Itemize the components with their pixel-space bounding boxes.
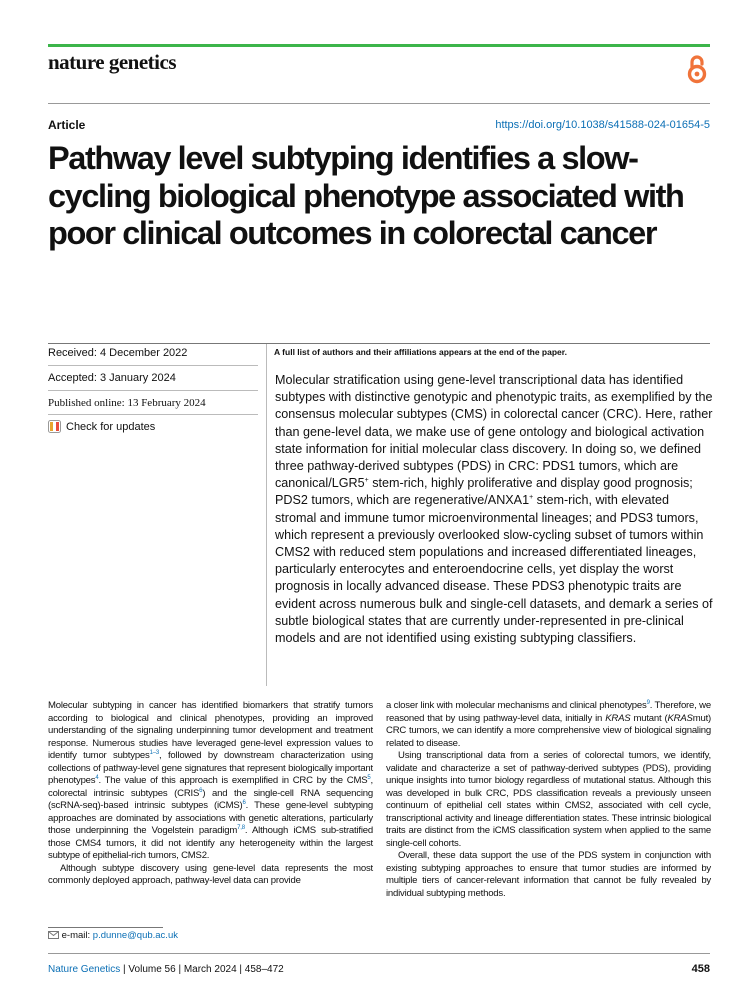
meta-column-divider (266, 344, 267, 686)
abstract-text-3: stem-rich, with elevated stromal and immune tumor microenvironmental lineages; and PDS3 tumors, which represent a previously overlooked slow-cycling subset of tumors within CMS2 with reduced stem populations and increased differentiated lineages, particularly enterocytes and enteroendocrine cells, yet display the worst prognosis in locally advanced disease. These PDS3 phenotypic traits are evident across numerous bulk and single-cell datasets, and demark a series of subtle biological states that are currently under-represented in pre-clinical models and are not identified using existing subtyping classifiers. (275, 493, 713, 646)
footer-citation (48, 964, 284, 975)
citation-ref[interactable]: 1–3 (149, 749, 160, 756)
citation-ref[interactable]: 9 (646, 699, 650, 706)
body-text: , colorectal intrinsic subtypes (CRIS (48, 775, 373, 799)
paper-title: Pathway level subtyping identifies a slow-cycling biological phenotype associated with poor clinical outcomes in colorectal cancer (48, 140, 684, 251)
citation-ref[interactable]: 4 (95, 774, 99, 781)
body-text: ) and the single-cell RNA sequencing (scRNA-seq)-based intrinsic subtypes (iCMS) (48, 787, 373, 811)
received-date: Received: 4 December 2022 (48, 347, 188, 359)
body-text: , followed by downstream characterization using collections of pathway-level gene signatures that represent biologically important phenotypes (48, 750, 373, 786)
footer-details: | Volume 56 | March 2024 | 458–472 (120, 964, 284, 975)
abstract-text-2: stem-rich, highly proliferative and display good prognosis; PDS2 tumors, which are regenerative/ANXA1 (275, 476, 693, 508)
abstract (275, 372, 713, 647)
header-rule (48, 103, 710, 104)
citation-ref[interactable]: 6 (199, 787, 203, 794)
page-number: 458 (691, 963, 710, 975)
body-text: a closer link with molecular mechanisms and clinical phenotypes (386, 700, 647, 711)
body-text: mut) CRC tumors, we can identify a more comprehensive view of biological signaling related to disease. (386, 712, 711, 749)
body-paragraph: Although subtype discovery using gene-level data represents the most commonly deployed approach, pathway-level data can provide (48, 862, 373, 886)
check-updates-label: Check for updates (66, 420, 156, 433)
email-link[interactable]: p.dunne@qub.ac.uk (92, 930, 178, 941)
accepted-date: Accepted: 3 January 2024 (48, 372, 176, 384)
citation-ref[interactable]: 7,8 (237, 824, 245, 831)
superscript: + (364, 477, 369, 485)
journal-name: nature genetics (48, 50, 177, 74)
corresponding-email (48, 930, 178, 941)
check-updates-button[interactable] (48, 420, 258, 433)
body-text: mutant ( (630, 712, 668, 724)
body-paragraph: Using transcriptional data from a series of colorectal tumors, we identify, validate and characterize a set of pathway-derived subtypes (PDS), providing unique insights into tumor biology regardless of mutational status. Although this was developed in bulk CRC, PDS classification reveals a previously unseen continuum of epithelial cell states within CMS2, associated with cell cycle, transcriptional activity and lineage differentiation states. These intrinsic biological traits are distinct from the iCMS classification system when applied to the same single-cell cohorts. (386, 750, 711, 849)
body-text: . Therefore, we reasoned that by using pathway-level data, initially in (386, 700, 711, 724)
meta-divider (48, 390, 258, 391)
citation-ref[interactable]: 6 (242, 799, 246, 806)
doi-link[interactable]: https://doi.org/10.1038/s41588-024-01654-5 (495, 119, 710, 131)
body-column-right (386, 700, 711, 900)
abstract-text-1: Molecular stratification using gene-level transcriptional data has identified subtypes with distinctive genotypic and phenotypic traits, as exemplified by the consensus molecular subtypes (CMS) in colorectal cancer (CRC). Here, rather than gene-level data, we make use of gene ontology and biological activation state information for initial molecular class discovery. In doing so, we defined three pathway-derived subtypes (PDS) in CRC: PDS1 tumors, which are canonical/LGR5 (275, 373, 713, 491)
check-updates-icon (48, 420, 61, 433)
body-text: . Although iCMS sub-stratified those CMS4 tumors, it did not identify any heterogeneity within the largest subtype of epithelial-rich tumors, CMS2. (48, 825, 373, 861)
header-accent-bar (48, 44, 710, 47)
gene-name: KRAS (605, 712, 631, 724)
published-date: Published online: 13 February 2024 (48, 397, 206, 409)
footer-rule (48, 953, 710, 954)
meta-top-rule (48, 343, 710, 344)
meta-divider (48, 365, 258, 366)
body-text: Molecular subtyping in cancer has identified biomarkers that stratify tumors according to biological and clinical phenotypes, providing an improved understanding of the signaling underpinning tumor development and treatment response. Numerous studies have leveraged gene-level expression values to identify tumor subtypes (48, 700, 373, 761)
email-label: e-mail: (61, 930, 93, 941)
open-access-icon (684, 54, 710, 84)
superscript: + (529, 494, 534, 502)
body-paragraph: Overall, these data support the use of the PDS system in conjunction with existing subtyping approaches to ensure that tumor studies are informed by multiple tiers of cancer-relevant information that cannot be fully revealed by individual subtyping methods. (386, 850, 711, 899)
authors-note: A full list of authors and their affiliations appears at the end of the paper. (274, 347, 567, 357)
body-paragraph (386, 700, 711, 750)
gene-name: KRAS (667, 712, 693, 724)
meta-divider (48, 414, 258, 415)
body-column-left (48, 700, 373, 888)
envelope-icon (48, 931, 59, 939)
body-paragraph (48, 700, 373, 863)
body-text: . These gene-level subtyping approaches are dominated by associations with genetic alterations, particularly those underpinning the Vogelstein paradigm (48, 800, 374, 836)
footnote-rule (48, 927, 163, 928)
article-type-label: Article (48, 118, 86, 132)
body-text: . The value of this approach is exemplified in CRC by the CMS (98, 775, 368, 786)
citation-ref[interactable]: 5 (367, 774, 371, 781)
journal-link[interactable]: Nature Genetics (48, 964, 121, 975)
